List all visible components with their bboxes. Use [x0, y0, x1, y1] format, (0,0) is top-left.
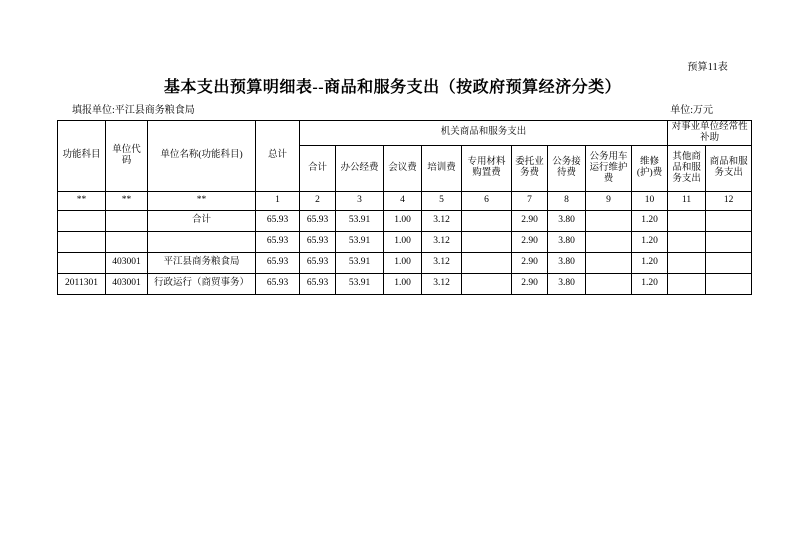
cell-training: 3.12 [422, 252, 462, 273]
cell-maintenance: 1.20 [632, 231, 668, 252]
cell-subtotal: 65.93 [300, 210, 336, 231]
form-number: 预算11表 [687, 62, 728, 73]
num-maintenance: 10 [632, 191, 668, 210]
th-maintenance: 维修(护)费 [632, 145, 668, 191]
num-outsourcing: 7 [512, 191, 548, 210]
cell-outsourcing: 2.90 [512, 252, 548, 273]
cell-meeting: 1.00 [384, 252, 422, 273]
num-total: 1 [256, 191, 300, 210]
cell-subtotal: 65.93 [300, 252, 336, 273]
cell-vehicle [586, 231, 632, 252]
cell-reception: 3.80 [548, 210, 586, 231]
th-function-code: 功能科目 [58, 121, 106, 192]
cell-vehicle [586, 273, 632, 294]
cell-material [462, 273, 512, 294]
cell-material [462, 210, 512, 231]
th-meeting: 会议费 [384, 145, 422, 191]
num-support-goods: 12 [706, 191, 752, 210]
cell-reception: 3.80 [548, 231, 586, 252]
th-other-goods: 其他商品和服务支出 [668, 145, 706, 191]
num-office: 3 [336, 191, 384, 210]
cell-unit-code: 403001 [106, 252, 148, 273]
cell-vehicle [586, 252, 632, 273]
cell-reception: 3.80 [548, 273, 586, 294]
table-row [58, 210, 752, 231]
table-row [58, 273, 752, 294]
th-support-goods: 商品和服务支出 [706, 145, 752, 191]
cell-function-code [58, 252, 106, 273]
currency-unit-label: 单位:万元 [670, 105, 713, 116]
th-group-other-support: 对事业单位经常性补助 [668, 121, 752, 146]
cell-unit-code [106, 231, 148, 252]
cell-office: 53.91 [336, 231, 384, 252]
cell-vehicle [586, 210, 632, 231]
cell-total: 65.93 [256, 273, 300, 294]
cell-subtotal: 65.93 [300, 273, 336, 294]
th-training: 培训费 [422, 145, 462, 191]
th-total: 总计 [256, 121, 300, 192]
th-office: 办公经费 [336, 145, 384, 191]
cell-reception: 3.80 [548, 252, 586, 273]
cell-meeting: 1.00 [384, 210, 422, 231]
num-material: 6 [462, 191, 512, 210]
cell-support-goods [706, 210, 752, 231]
cell-material [462, 252, 512, 273]
cell-maintenance: 1.20 [632, 252, 668, 273]
cell-unit-name [148, 231, 256, 252]
cell-meeting: 1.00 [384, 273, 422, 294]
cell-meeting: 1.00 [384, 231, 422, 252]
cell-office: 53.91 [336, 210, 384, 231]
cell-unit-code: 403001 [106, 273, 148, 294]
cell-function-code [58, 210, 106, 231]
num-meeting: 4 [384, 191, 422, 210]
cell-subtotal: 65.93 [300, 231, 336, 252]
num-other-goods: 11 [668, 191, 706, 210]
cell-unit-name: 合计 [148, 210, 256, 231]
num-unit-code: ** [106, 191, 148, 210]
budget-table [57, 120, 752, 295]
reporting-unit-label: 填报单位:平江县商务粮食局 [72, 105, 195, 116]
table-number-row [58, 191, 752, 210]
th-subtotal: 合计 [300, 145, 336, 191]
num-subtotal: 2 [300, 191, 336, 210]
num-training: 5 [422, 191, 462, 210]
cell-other-goods [668, 252, 706, 273]
cell-total: 65.93 [256, 210, 300, 231]
th-outsourcing: 委托业务费 [512, 145, 548, 191]
num-reception: 8 [548, 191, 586, 210]
cell-other-goods [668, 273, 706, 294]
th-vehicle: 公务用车运行维护费 [586, 145, 632, 191]
meta-row [72, 101, 713, 116]
cell-support-goods [706, 231, 752, 252]
cell-maintenance: 1.20 [632, 273, 668, 294]
th-reception: 公务接待费 [548, 145, 586, 191]
cell-function-code [58, 231, 106, 252]
cell-unit-code [106, 210, 148, 231]
cell-support-goods [706, 252, 752, 273]
th-material: 专用材料购置费 [462, 145, 512, 191]
num-function-code: ** [58, 191, 106, 210]
num-vehicle: 9 [586, 191, 632, 210]
cell-function-code: 2011301 [58, 273, 106, 294]
th-unit-code: 单位代码 [106, 121, 148, 192]
th-unit-name: 单位名称(功能科目) [148, 121, 256, 192]
cell-office: 53.91 [336, 273, 384, 294]
table-header-group-row [58, 121, 752, 146]
cell-training: 3.12 [422, 231, 462, 252]
cell-total: 65.93 [256, 231, 300, 252]
cell-outsourcing: 2.90 [512, 231, 548, 252]
cell-total: 65.93 [256, 252, 300, 273]
num-unit-name: ** [148, 191, 256, 210]
cell-outsourcing: 2.90 [512, 273, 548, 294]
table-row [58, 231, 752, 252]
th-group-goods-services: 机关商品和服务支出 [300, 121, 668, 146]
cell-maintenance: 1.20 [632, 210, 668, 231]
cell-office: 53.91 [336, 252, 384, 273]
table-row [58, 252, 752, 273]
page-title: 基本支出预算明细表--商品和服务支出（按政府预算经济分类） [163, 79, 622, 96]
cell-other-goods [668, 210, 706, 231]
cell-material [462, 231, 512, 252]
cell-unit-name: 平江县商务粮食局 [148, 252, 256, 273]
cell-training: 3.12 [422, 273, 462, 294]
cell-support-goods [706, 273, 752, 294]
cell-unit-name: 行政运行（商贸事务） [148, 273, 256, 294]
cell-other-goods [668, 231, 706, 252]
cell-outsourcing: 2.90 [512, 210, 548, 231]
cell-training: 3.12 [422, 210, 462, 231]
